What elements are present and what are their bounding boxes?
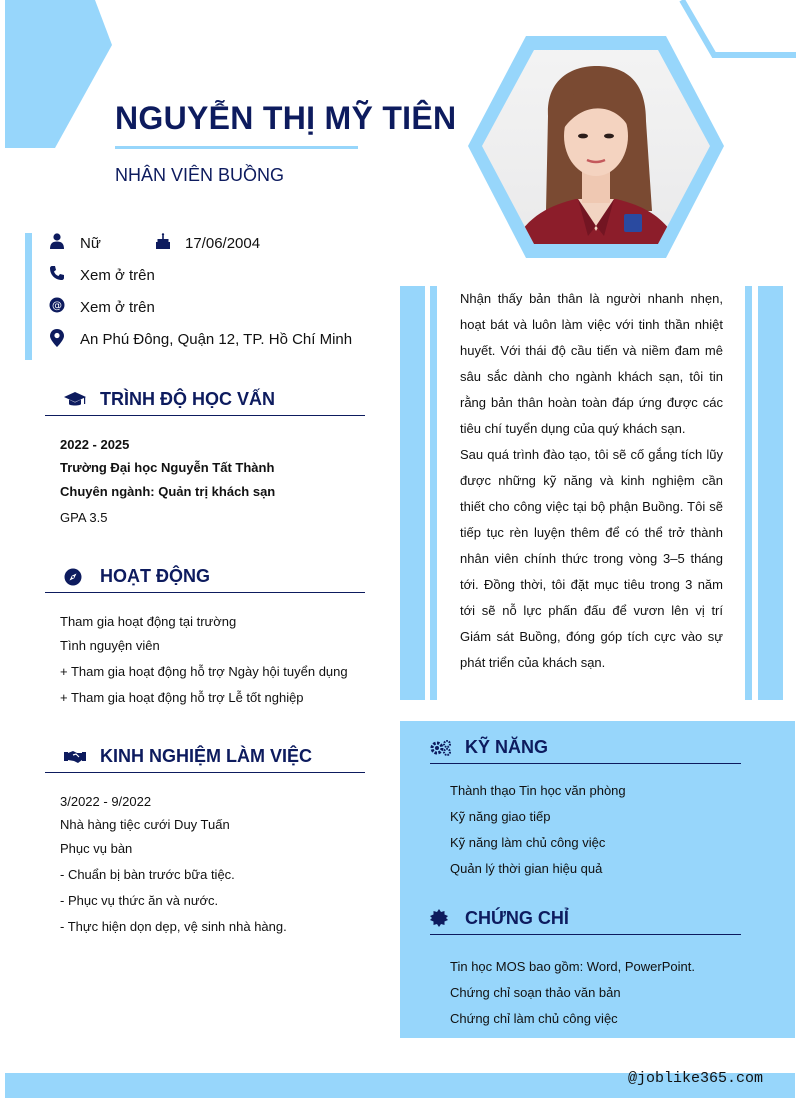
activity-item: Tình nguyện viên bbox=[60, 638, 160, 653]
birthday-cake-icon bbox=[155, 233, 171, 249]
experience-task: - Thực hiện dọn dẹp, vệ sinh nhà hàng. bbox=[60, 919, 287, 934]
email-value: Xem ở trên bbox=[80, 299, 155, 316]
experience-task: - Phục vụ thức ăn và nước. bbox=[60, 893, 219, 908]
experience-divider bbox=[45, 772, 365, 773]
objective-right-bar-wide bbox=[758, 286, 783, 700]
activity-item: Tham gia hoạt động tại trường bbox=[60, 614, 237, 629]
certificate-item: Tin học MOS bao gồm: Word, PowerPoint. bbox=[450, 959, 695, 974]
phone-value: Xem ở trên bbox=[80, 267, 155, 284]
candidate-name: NGUYỄN THỊ MỸ TIÊN bbox=[115, 100, 457, 136]
experience-task: - Chuẩn bị bàn trước bữa tiệc. bbox=[60, 867, 235, 882]
job-position: NHÂN VIÊN BUỒNG bbox=[115, 165, 285, 185]
location-pin-icon bbox=[49, 330, 65, 346]
skills-title: KỸ NĂNG bbox=[465, 737, 549, 757]
education-period: 2022 - 2025 bbox=[60, 437, 130, 452]
skills-divider bbox=[430, 763, 741, 764]
activity-item: + Tham gia hoạt động hỗ trợ Lễ tốt nghiệp bbox=[60, 690, 304, 705]
activities-title: HOẠT ĐỘNG bbox=[100, 566, 210, 586]
education-title: TRÌNH ĐỘ HỌC VẤN bbox=[100, 389, 275, 409]
career-objective bbox=[460, 286, 723, 676]
skill-item: Kỹ năng làm chủ công việc bbox=[450, 835, 606, 850]
experience-period: 3/2022 - 9/2022 bbox=[60, 794, 152, 809]
experience-role: Phục vụ bàn bbox=[60, 841, 133, 856]
certificates-divider bbox=[430, 934, 741, 935]
education-major: Chuyên ngành: Quản trị khách sạn bbox=[60, 484, 276, 499]
activities-divider bbox=[45, 592, 365, 593]
experience-company: Nhà hàng tiệc cưới Duy Tuấn bbox=[60, 817, 230, 832]
objective-left-bar-thin bbox=[430, 286, 437, 700]
certificate-badge-icon bbox=[430, 909, 448, 932]
skill-item: Quản lý thời gian hiệu quả bbox=[450, 861, 603, 876]
skill-item: Kỹ năng giao tiếp bbox=[450, 809, 551, 824]
education-school: Trường Đại học Nguyễn Tất Thành bbox=[60, 460, 275, 475]
objective-paragraph-2: Sau quá trình đào tạo, tôi sẽ cố gắng tích lũy được những kỹ năng và kinh nghiệm cần thiết cho công việc tại bộ phận Buồng. Tôi sẽ tiếp tục rèn luyện thêm để có thể trở thành nhân viên chính thức trong vòng 3–5 tháng tới. Đồng thời, tôi đặt mục tiêu trong 3 năm tới sẽ nỗ lực phấn đấu để vươn lên vị trí Giám sát Buồng, đóng góp tích cực vào sự phát triển của khách sạn. bbox=[460, 447, 723, 670]
gender-value: Nữ bbox=[80, 235, 101, 252]
svg-text:@: @ bbox=[52, 300, 62, 312]
education-divider bbox=[45, 415, 365, 416]
person-icon bbox=[49, 233, 65, 249]
footer-website: @joblike365.com bbox=[628, 1070, 764, 1087]
phone-icon bbox=[49, 265, 65, 281]
experience-title: KINH NGHIỆM LÀM VIỆC bbox=[100, 746, 313, 766]
birthdate-value: 17/06/2004 bbox=[185, 235, 261, 252]
graduation-cap-icon bbox=[64, 391, 86, 414]
top-left-decoration bbox=[0, 0, 120, 150]
objective-paragraph-1: Nhận thấy bản thân là người nhanh nhẹn, hoạt bát và luôn làm việc với tinh thần nhiệt huyết. Với thái độ cầu tiến và niềm đam mê sâu sắc dành cho ngành khách sạn, tôi tin rằng bản thân hoàn toàn đáp ứng được các tiêu chí tuyển dụng của quý khách sạn. bbox=[460, 291, 723, 436]
compass-icon bbox=[64, 568, 82, 591]
objective-left-bar-wide bbox=[400, 286, 425, 700]
activity-item: + Tham gia hoạt động hỗ trợ Ngày hội tuyển dụng bbox=[60, 664, 348, 679]
skill-item: Thành thạo Tin học văn phòng bbox=[450, 783, 626, 798]
name-underline bbox=[115, 146, 358, 149]
handshake-icon bbox=[64, 750, 86, 769]
address-value: An Phú Đông, Quận 12, TP. Hồ Chí Minh bbox=[80, 331, 353, 348]
education-gpa: GPA 3.5 bbox=[60, 510, 108, 525]
email-at-icon bbox=[49, 297, 65, 313]
certificate-item: Chứng chỉ làm chủ công việc bbox=[450, 1011, 618, 1026]
gears-icon bbox=[430, 740, 452, 761]
profile-photo bbox=[466, 36, 726, 260]
certificates-title: CHỨNG CHỈ bbox=[465, 908, 569, 928]
objective-right-bar-thin bbox=[745, 286, 752, 700]
certificate-item: Chứng chỉ soạn thảo văn bản bbox=[450, 985, 621, 1000]
contact-accent-bar bbox=[25, 233, 32, 360]
